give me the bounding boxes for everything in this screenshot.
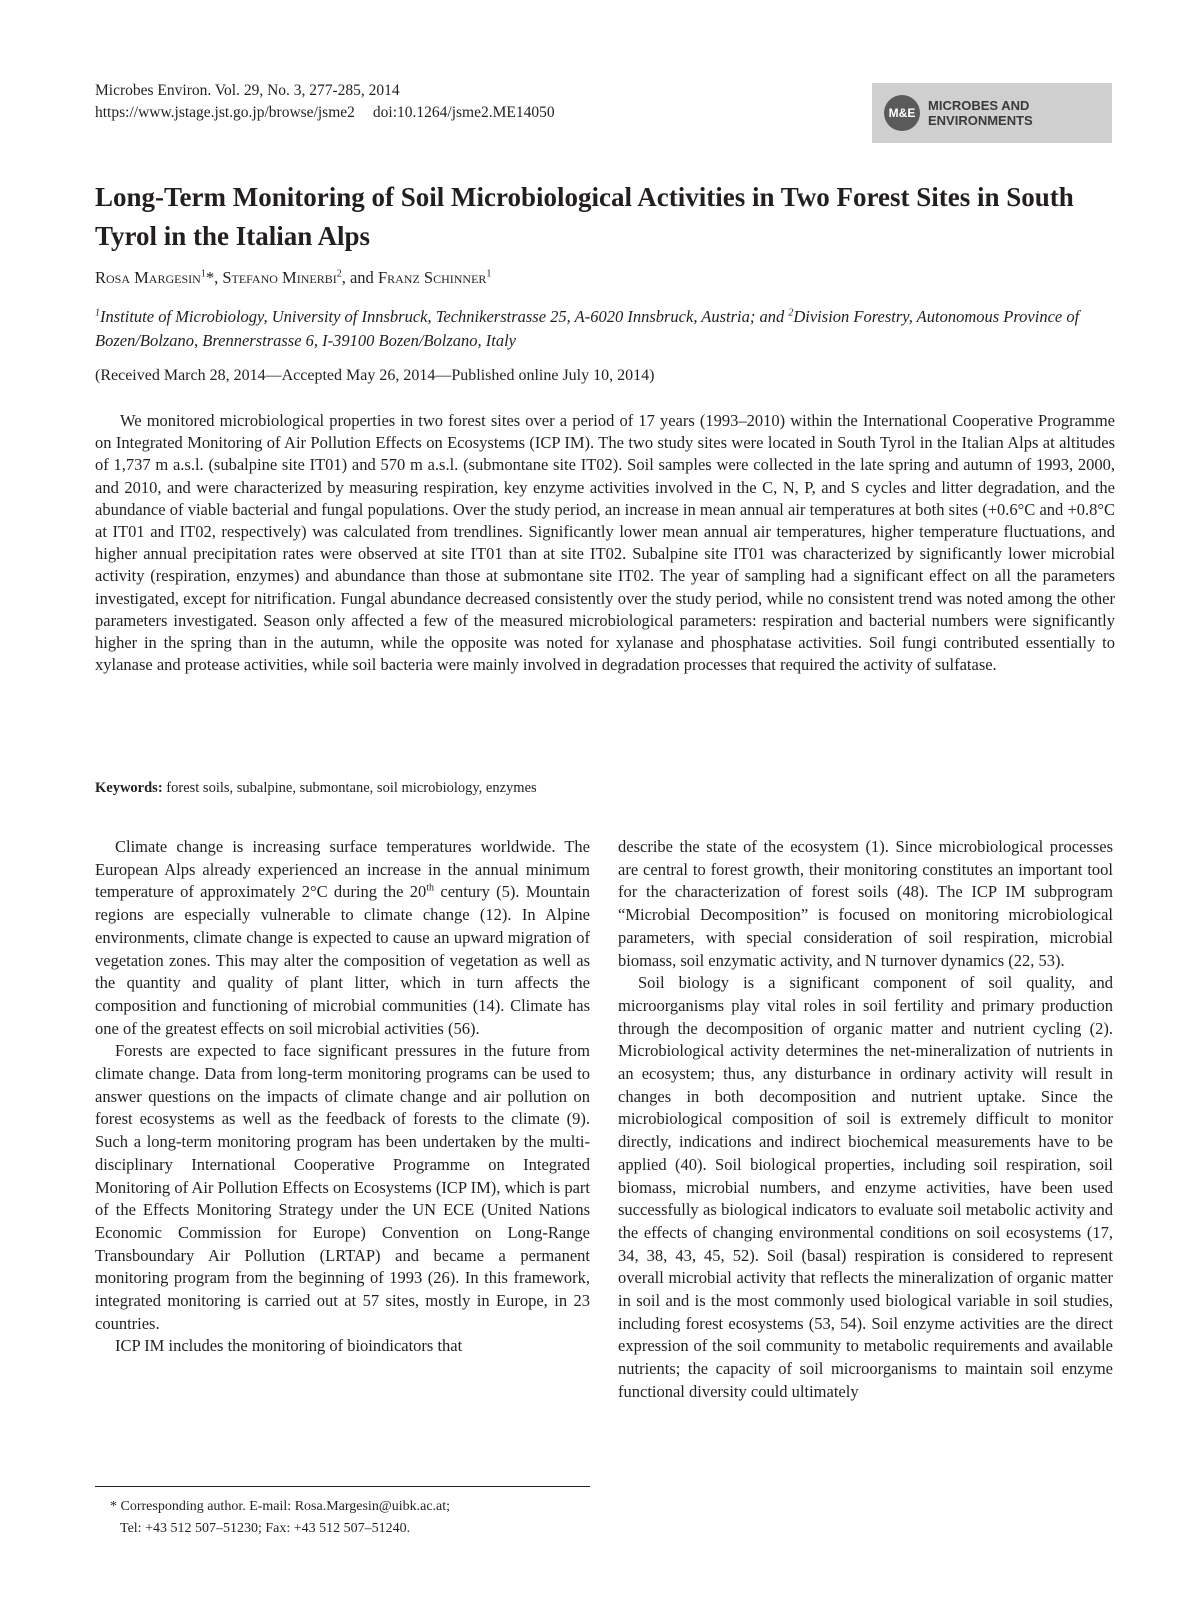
paragraph-text: century (5). Mountain regions are especially vulnerable to climate change (12). In Alpine environments, climate change is expected to cause an upward migration of vegetation zones. This may alter the composition of vegetation as well as the quantity and quality of plant litter, which in turn affects the composition and functioning of microbial communities (14). Climate has one of the greatest effects on soil microbial activities (56). [95,882,590,1038]
journal-citation: Microbes Environ. Vol. 29, No. 3, 277-285, 2014 [95,82,400,99]
author-list [95,268,491,288]
author-affil-sup: 1 [486,268,492,280]
paragraph: Soil biology is a significant component of soil quality, and microorganisms play vital roles in soil fertility and primary production through the decomposition of organic matter and nutrient cycling (2). Microbiological activity determines the net-mineralization of nutrients in an ecosystem; thus, any disturbance in ordinary activity will result in changes in both decomposition and nutrient uptake. Since the microbiological composition of soil is extremely difficult to monitor directly, indications and indirect biochemical measurements have to be applied (40). Soil biological properties, including soil respiration, soil biomass, microbial numbers, and enzyme activities, have been used successfully as biological indicators to evaluate soil metabolic activity and the effects of changing environmental conditions on soil ecosystems (17, 34, 38, 43, 45, 52). Soil (basal) respiration is considered to represent overall microbial activity that reflects the mineralization of organic matter in soil and is the most commonly used biological variable in soil studies, including forest ecosystems (53, 54). Soil enzyme activities are the direct expression of the soil community to metabolic requirements and available nutrients; the capacity of soil microorganisms to maintain soil enzyme functional diversity could ultimately [618,973,1113,1401]
journal-links [95,102,555,124]
body-column-left [95,836,590,1358]
logo-text [928,98,1033,128]
superscript: th [426,882,435,894]
author-name: Stefano Minerbi [222,268,337,287]
affil-sup: 1 [95,307,100,319]
logo-mark-icon: M&E [884,95,920,131]
logo-line-2: ENVIRONMENTS [928,113,1033,128]
footnote-line: * Corresponding author. E-mail: Rosa.Margesin@uibk.ac.at; [110,1499,451,1514]
abstract: We monitored microbiological properties in two forest sites over a period of 17 years (1993–2010) within the International Cooperative Programme on Integrated Monitoring of Air Pollution Effects on Ecosystems (ICP IM). The two study sites were located in South Tyrol in the Italian Alps at altitudes of 1,737 m a.s.l. (subalpine site IT01) and 570 m a.s.l. (submontane site IT02). Soil samples were collected in the late spring and autumn of 1993, 2000, and 2010, and were characterized by measuring respiration, key enzyme activities involved in the C, N, P, and S cycles and litter degradation, and the abundance of viable bacterial and fungal populations. Over the study period, an increase in mean annual air temperatures at both sites (+0.6°C and +0.8°C at IT01 and IT02, respectively) was calculated from trendlines. Significantly lower mean annual air temperatures, higher temperature fluctuations, and higher annual precipitation rates were observed at site IT01 than at site IT02. Subalpine site IT01 was characterized by significantly lower microbial activity (respiration, enzymes) and abundance than those at submontane site IT02. The year of sampling had a significant effect on all the parameters investigated, except for nitrification. Fungal abundance decreased consistently over the study period, while no consistent trend was noted among the other parameters investigated. Season only affected a few of the measured microbiological parameters: respiration and bacterial numbers were significantly higher in the spring than in the autumn, while the opposite was noted for xylanase and phosphatase activities. Soil fungi contributed essentially to xylanase and protease activities, while soil bacteria were mainly involved in degradation processes that required the activity of sulfatase. [95,411,1115,675]
body-column-right [618,836,1113,1404]
footnote-line: Tel: +43 512 507–51230; Fax: +43 512 507–51240. [120,1521,411,1536]
doi[interactable]: doi:10.1264/jsme2.ME14050 [372,104,555,121]
journal-logo [872,83,1112,143]
keywords [95,780,537,797]
keywords-text: forest soils, subalpine, submontane, soil microbiology, enzymes [162,780,537,796]
paragraph: ICP IM includes the monitoring of bioindicators that [115,1336,463,1356]
author-affil-sup: 1 [200,268,206,280]
paragraph: Forests are expected to face significant pressures in the future from climate change. Data from long-term monitoring programs can be used to answer questions on the impacts of climate change and air pollution on forest ecosystems as well as the feedback of forests to the climate (9). Such a long-term monitoring program has been undertaken by the multi-disciplinary International Cooperative Programme on Integrated Monitoring of Air Pollution Effects on Ecosystems (ICP IM), which is part of the Effects Monitoring Strategy under the UN ECE (United Nations Economic Commission for Europe) Convention on Long-Range Transboundary Air Pollution (LRTAP) and became a permanent monitoring program from the beginning of 1993 (26). In this framework, integrated monitoring is carried out at 57 sites, mostly in Europe, in 23 countries. [95,1041,590,1333]
affil-sup: 2 [788,307,794,319]
journal-header [95,80,555,124]
paragraph: describe the state of the ecosystem (1). Since microbiological processes are central to forest growth, their monitoring constitutes an important tool for the characterization of forest soils (48). The ICP IM subprogram “Microbial Decomposition” is focused on monitoring microbiological parameters, with special consideration of soil respiration, microbial biomass, soil enzymatic activity, and N turnover dynamics (22, 53). [618,837,1113,970]
journal-url[interactable]: https://www.jstage.jst.go.jp/browse/jsme2 [95,104,355,121]
footnote-divider [95,1486,590,1487]
affil-text: Institute of Microbiology, University of Innsbruck, Technikerstrasse 25, A-6020 Innsbruck, Austria; and [100,307,789,326]
author-affil-sup: 2 [336,268,342,280]
article-title: Long-Term Monitoring of Soil Microbiological Activities in Two Forest Sites in South Tyrol in the Italian Alps [95,182,1074,251]
author-separator: , and [341,268,378,287]
author-name: Rosa Margesin [95,268,201,287]
affil-text: Division Forestry, Autonomous Province of Bozen/Bolzano, Brennerstrasse 6, I-39100 Bozen/Bolzano, Italy [95,307,1080,350]
footnote [110,1496,450,1540]
received-dates: (Received March 28, 2014—Accepted May 26, 2014—Published online July 10, 2014) [95,367,655,384]
logo-line-1: MICROBES AND [928,98,1030,113]
author-name: Franz Schinner [377,268,487,287]
corresponding-mark: *, [205,268,223,287]
paragraph [95,836,590,1040]
keywords-label: Keywords: [95,780,163,796]
paragraph-text: Climate change is increasing surface temperatures worldwide. The European Alps already experienced an increase in the annual minimum temperature of approximately 2°C during the 20 [95,837,590,902]
affiliations [95,305,1115,353]
